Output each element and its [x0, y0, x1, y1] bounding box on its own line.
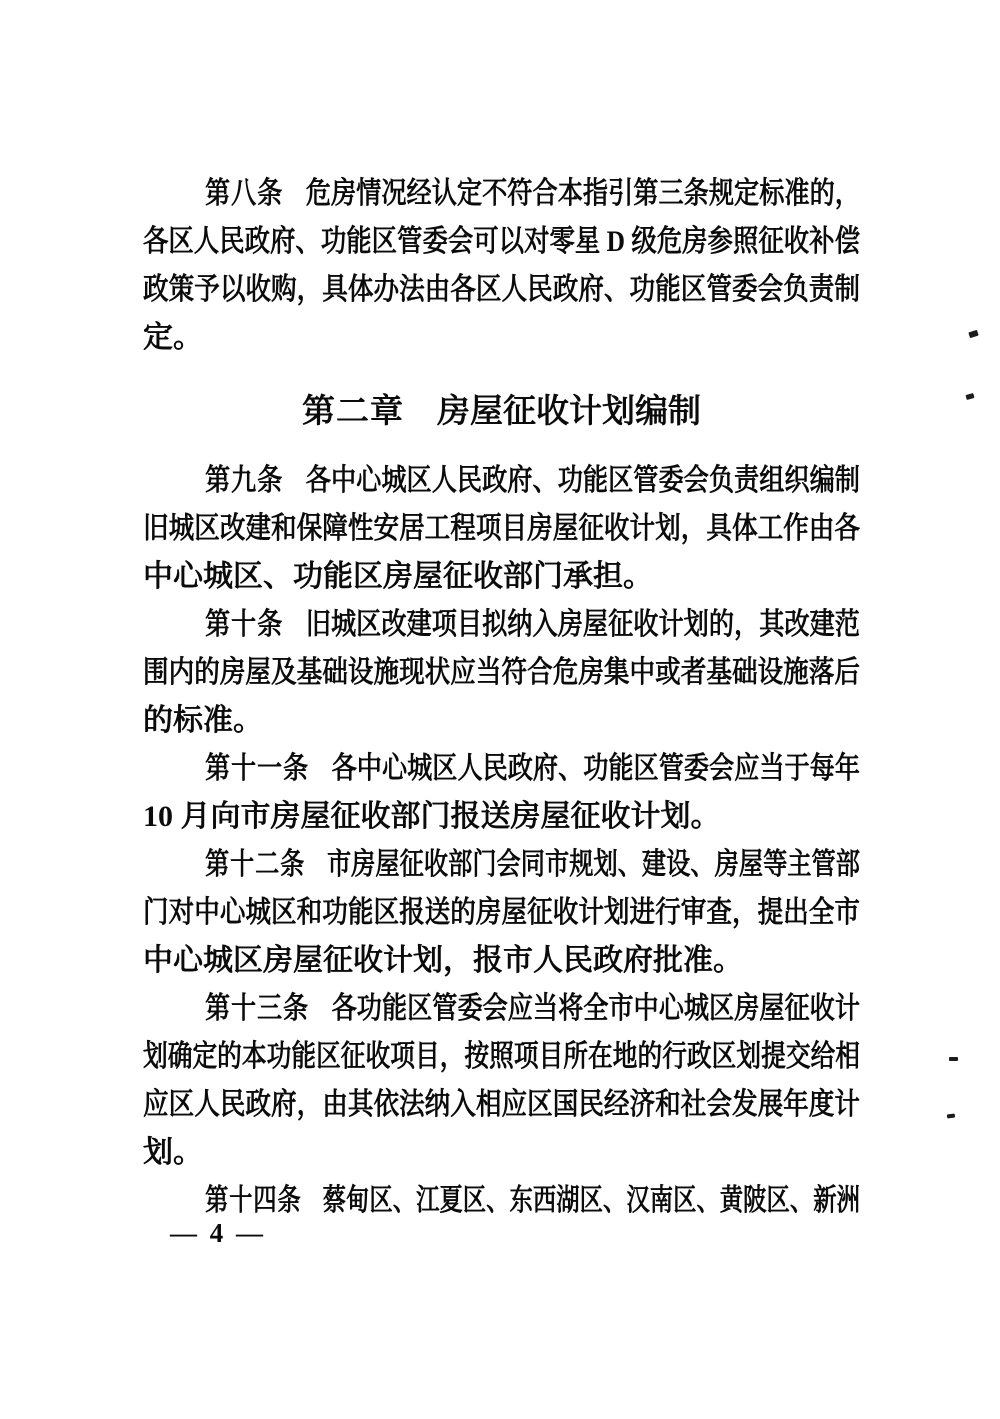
document-body: [143, 170, 860, 1225]
line-content: [143, 889, 860, 937]
text-line: [143, 170, 860, 218]
line-text: 应区人民政府，由其依法纳入相应区国民经济和社会发展年度计: [143, 1088, 860, 1121]
text-line: [143, 841, 860, 889]
line-text: 政策予以收购，具体办法由各区人民政府、功能区管委会负责制: [143, 273, 860, 306]
line-text: 蔡甸区、江夏区、东西湖区、汉南区、黄陂区、新洲: [322, 1184, 861, 1217]
line-text: 的标准。: [143, 704, 263, 737]
line-text: 定。: [143, 321, 203, 354]
text-line: [143, 697, 860, 745]
line-content: [205, 985, 860, 1033]
text-line: [143, 266, 860, 314]
line-content: [205, 457, 860, 505]
line-text: 旧城区改建项目拟纳入房屋征收计划的，其改建范: [305, 608, 860, 641]
chapter-number: 第二章: [302, 392, 404, 429]
line-content: [143, 505, 860, 553]
line-content: [143, 553, 653, 601]
line-text: 中心城区房屋征收计划，报市人民政府批准。: [143, 944, 743, 977]
scan-artifact: [947, 1113, 955, 1118]
line-text: 各功能区管委会应当将全市中心城区房屋征收计: [331, 992, 860, 1025]
line-text: 门对中心城区和功能区报送的房屋征收计划进行审查，提出全市: [143, 896, 860, 929]
text-line: [143, 553, 860, 601]
scan-artifact: [949, 1057, 958, 1061]
article-number: 第十条: [205, 608, 284, 641]
line-text: 各区人民政府、功能区管委会可以对零星 D 级危房参照征收补偿: [143, 225, 860, 258]
line-content: [205, 1177, 860, 1225]
text-line: [143, 985, 860, 1033]
line-content: [302, 387, 701, 435]
scan-artifact: [968, 330, 978, 338]
text-line: [143, 1129, 860, 1177]
article-number: 第十二条: [205, 848, 306, 881]
line-text: 市房屋征收部门会同市规划、建设、房屋等主管部: [326, 848, 861, 881]
line-content: [205, 841, 860, 889]
page-number: — 4 —: [170, 1218, 266, 1248]
line-content: [143, 793, 721, 841]
line-text: 各中心城区人民政府、功能区管委会负责组织编制: [305, 464, 860, 497]
line-content: [143, 649, 860, 697]
text-line: [143, 937, 860, 985]
line-content: [143, 937, 743, 985]
text-line: [143, 1033, 860, 1081]
article-number: 第八条: [205, 177, 284, 210]
text-line: [143, 745, 860, 793]
article-number: 第十三条: [205, 992, 309, 1025]
text-line: [143, 793, 860, 841]
scan-artifact: [965, 393, 974, 400]
line-text: 划确定的本功能区征收项目，按照项目所在地的行政区划提交给相: [143, 1040, 860, 1073]
text-line: [143, 314, 860, 362]
line-text: 房屋征收计划编制: [437, 392, 701, 429]
line-text: 各中心城区人民政府、功能区管委会应当于每年: [331, 752, 860, 785]
line-text: 中心城区、功能区房屋征收部门承担。: [143, 560, 653, 593]
text-line: [143, 457, 860, 505]
line-text: 围内的房屋及基础设施现状应当符合危房集中或者基础设施落后: [143, 656, 860, 689]
line-content: [143, 218, 860, 266]
text-line: [143, 889, 860, 937]
text-line: [143, 649, 860, 697]
text-line: [143, 601, 860, 649]
text-line: [143, 1081, 860, 1129]
line-text: 划。: [143, 1136, 203, 1169]
line-content: [205, 745, 860, 793]
article-number: 第九条: [205, 464, 284, 497]
chapter-heading: [143, 387, 860, 435]
line-content: [143, 697, 263, 745]
line-content: [143, 314, 203, 362]
line-text: 旧城区改建和保障性安居工程项目房屋征收计划，具体工作由各: [143, 512, 860, 545]
line-content: [143, 1129, 203, 1177]
line-text: 10 月向市房屋征收部门报送房屋征收计划。: [143, 800, 721, 833]
line-content: [143, 1081, 860, 1129]
line-content: [205, 601, 860, 649]
line-content: [143, 1033, 860, 1081]
article-number: 第十四条: [205, 1184, 302, 1217]
text-line: [143, 505, 860, 553]
line-content: [143, 266, 860, 314]
article-number: 第十一条: [205, 752, 309, 785]
text-line: [143, 218, 860, 266]
line-text: 危房情况经认定不符合本指引第三条规定标准的，: [305, 177, 860, 210]
line-content: [205, 170, 860, 218]
